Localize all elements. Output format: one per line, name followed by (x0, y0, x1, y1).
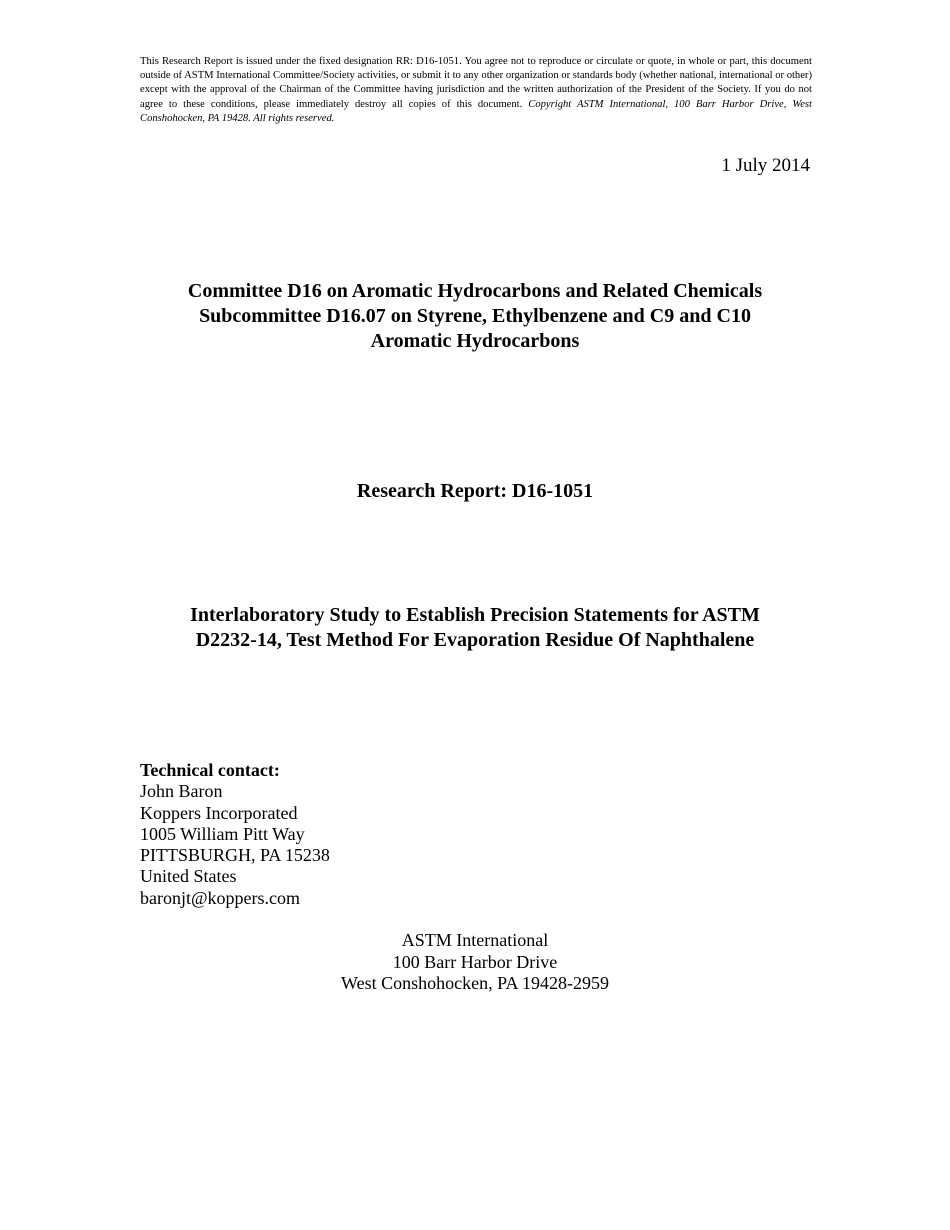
contact-city: PITTSBURGH, PA 15238 (140, 845, 330, 866)
usage-notice-text: This Research Report is issued under the fixed designation RR: D16-1051. You agree not to reproduce or circulate or quote, in whole or part, this document outside of ASTM International Committee/Society activities, or submit it to any other organization or standards body (whether national, international or other) except with the approval of the Chairman of the Committee having jurisdiction and the written authorization of the President of the Society. If you do not agree to these conditions, please immediately destroy all copies of this document. (140, 56, 812, 110)
report-id-heading: Research Report: D16-1051 (356, 480, 594, 502)
contact-email: baronjt@koppers.com (140, 887, 301, 908)
study-title (140, 603, 810, 653)
contact-street: 1005 William Pitt Way (140, 823, 305, 844)
committee-line-3: Aromatic Hydrocarbons (370, 330, 580, 352)
contact-country: United States (140, 866, 237, 887)
organization-city: West Conshohocken, PA 19428-2959 (341, 973, 609, 993)
committee-line-2: Subcommittee D16.07 on Styrene, Ethylbenzene and C9 and C10 (199, 305, 751, 327)
study-title-line-2: D2232-14, Test Method For Evaporation Residue Of Naphthalene (195, 629, 755, 651)
committee-heading (140, 279, 810, 354)
contact-company: Koppers Incorporated (140, 802, 298, 823)
committee-line-1: Committee D16 on Aromatic Hydrocarbons and Related Chemicals (187, 280, 763, 302)
contact-name: John Baron (140, 781, 223, 802)
copyright-text: Copyright ASTM International, 100 Barr Harbor Drive, West Conshohocken, PA 19428. All rights reserved. (140, 98, 812, 124)
organization-street: 100 Barr Harbor Drive (392, 951, 558, 972)
report-date: 1 July 2014 (721, 155, 810, 176)
study-title-line-1: Interlaboratory Study to Establish Precision Statements for ASTM (190, 604, 760, 626)
technical-contact-block (140, 760, 330, 909)
usage-notice (140, 55, 812, 126)
organization-name: ASTM International (401, 930, 549, 950)
organization-address-block (140, 930, 810, 995)
contact-heading: Technical contact: (140, 760, 280, 780)
